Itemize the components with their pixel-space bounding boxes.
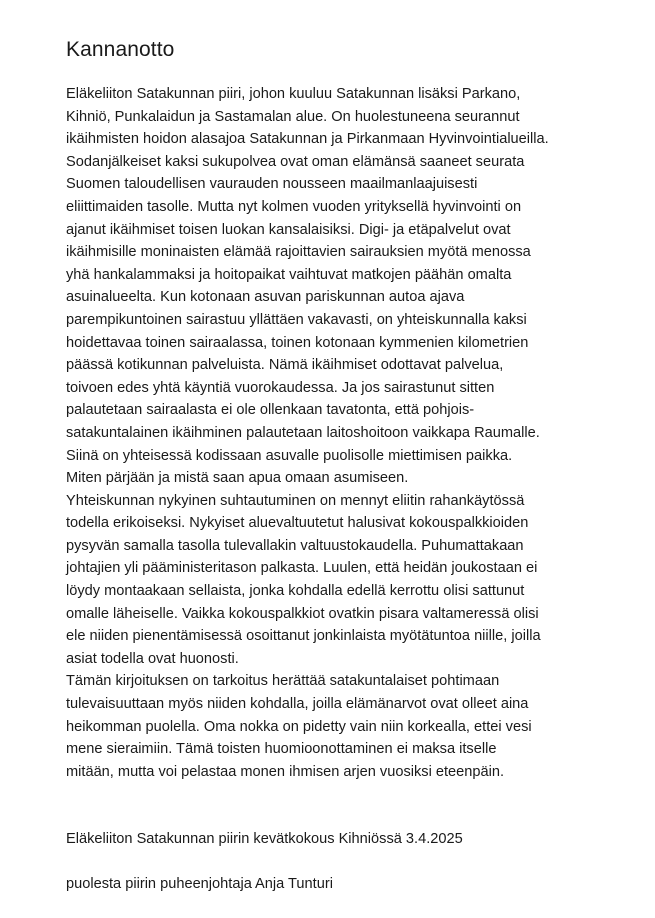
document-page (66, 36, 606, 918)
paragraph-2: Yhteiskunnan nykyinen suhtautuminen on mennyt eliitin rahankäytössä todella erikoiseksi. Nykyiset aluevaltuutetut halusivat kokouspalkkioiden pysyvän samalla tasolla tulevallakin valtuustokaudella. Puhumattakaan johtajien yli pääministeritason palkasta. Luulen, että heidän joukostaan ei löydy montaakaan sellaista, jonka kohdalla edellä kerrottu olisi sattunut omalle läheiselle. Vaikka kokouspalkkiot ovatkin pisara valtameressä olisi ele niiden pienentämisessä osoittanut jonkinlaista myötätuntoa niille, joilla asiat todella ovat huonosti. (66, 492, 541, 667)
signature-block (66, 805, 606, 918)
document-title: Kannanotto (66, 38, 175, 61)
paragraph-3: Tämän kirjoituksen on tarkoitus herättää satakuntalaiset pohtimaan tulevaisuuttaan myös niiden kohdalla, joilla elämänarvot ovat olleet aina heikomman puolella. Oma nokka on pidetty vain niin korkealla, ettei vesi mene sieraimiin. Tämä toisten huomioonottaminen ei maksa itselle mitään, mutta voi pelastaa monen ihmisen arjen vuosiksi eteenpäin. (66, 673, 532, 780)
signature-author-line: puolesta piirin puheenjohtaja Anja Tunturi (66, 876, 333, 893)
paragraph-1: Eläkeliiton Satakunnan piiri, johon kuuluu Satakunnan lisäksi Parkano, Kihniö, Punkalaidun ja Sastamalan alue. On huolestuneena seurannut ikäihmisten hoidon alasajoa Satakunnan ja Pirkanmaan Hyvinvointialueilla. Sodanjälkeiset kaksi sukupolvea ovat oman elämänsä saaneet seurata Suomen taloudellisen vaurauden nousseen maailmanlaajuisesti eliittimaiden tasolle. Mutta nyt kolmen vuoden yrityksellä hyvinvointi on ajanut ikäihmiset toisen luokan kansalaisiksi. Digi- ja etäpalvelut ovat ikäihmisille moninaisten elämää rajoittavien sairauksien myötä menossa yhä hankalammaksi ja hoitopaikat vaihtuvat matkojen päähän omalta asuinalueelta. Kun kotonaan asuvan pariskunnan autoa ajava parempikuntoinen sairastuu yllättäen vakavasti, on yhteiskunnalla kaksi hoidettavaa toinen sairaalassa, toinen kotonaan kymmenien kilometrien päässä kotikunnan palveluista. Nämä ikäihmiset odottavat palvelua, toivoen edes yhtä käyntiä vuorokaudessa. Ja jos sairastunut sitten palautetaan sairaalasta ei ole ollenkaan tavatonta, että pohjois- satakuntalainen ikäihminen palautetaan laitoshoitoon vaikkapa Raumalle. Siinä on yhteisessä kodissaan asuvalle puolisolle miettimisen paikka. Miten pärjään ja mistä saan apua omaan asumiseen. (66, 86, 549, 487)
signature-event-line: Eläkeliiton Satakunnan piirin kevätkokous Kihniössä 3.4.2025 (66, 831, 463, 847)
